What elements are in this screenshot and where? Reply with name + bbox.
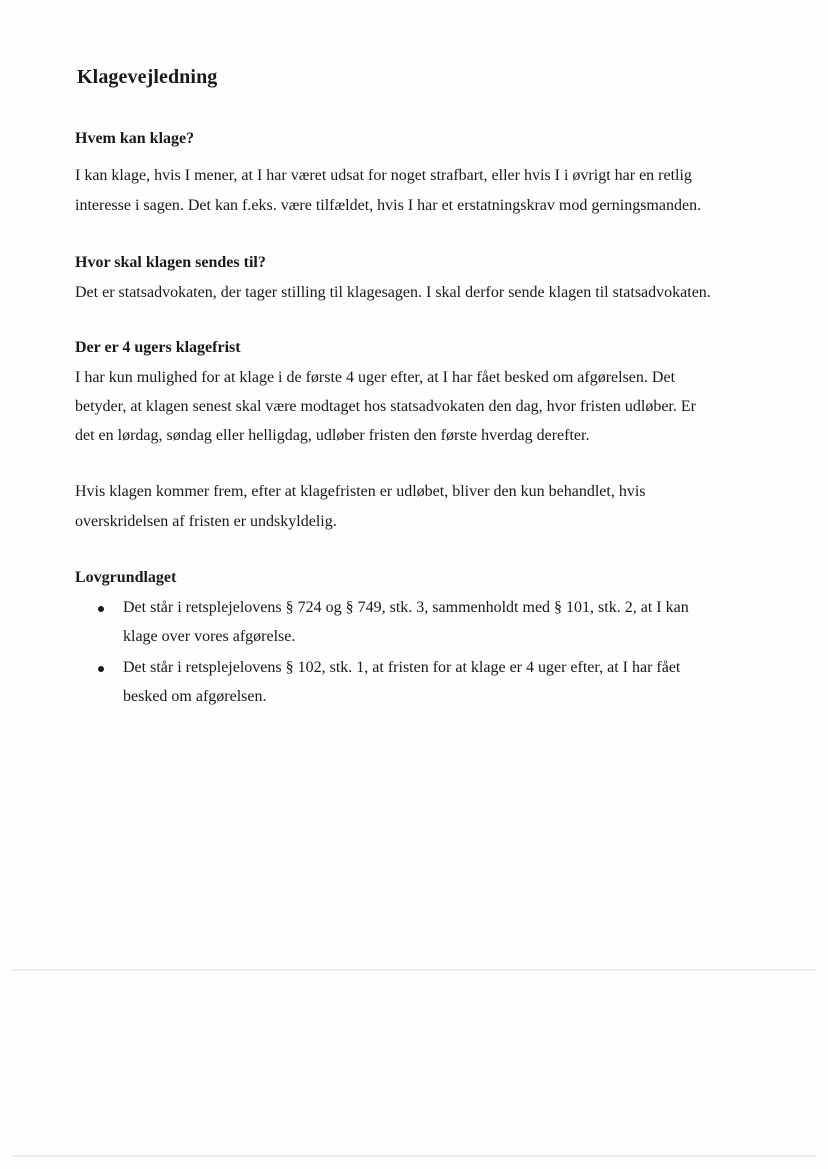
bullet-line: klage over vores afgørelse. [123, 628, 296, 645]
section-heading-klagefrist: Der er 4 ugers klagefrist [75, 339, 241, 356]
paragraph-line: det en lørdag, søndag eller helligdag, udløber fristen den første hverdag derefter. [75, 427, 590, 444]
document-title: Klagevejledning [77, 66, 218, 88]
paragraph-line: interesse i sagen. Det kan f.eks. være tilfældet, hvis I har et erstatningskrav mod gerningsmanden. [75, 197, 702, 214]
paragraph-line: I kan klage, hvis I mener, at I har været udsat for noget strafbart, eller hvis I i øvrigt har en retlig [75, 167, 692, 184]
paragraph-line: overskridelsen af fristen er undskyldelig. [75, 513, 337, 530]
bullet-marker [98, 666, 104, 672]
page-bottom-edge [12, 1155, 816, 1157]
paragraph-line: betyder, at klagen senest skal være modtaget hos statsadvokaten den dag, hvor fristen udløber. Er [75, 398, 696, 415]
bullet-line: besked om afgørelsen. [123, 688, 267, 705]
bullet-line: Det står i retsplejelovens § 724 og § 749, stk. 3, sammenholdt med § 101, stk. 2, at I kan [123, 599, 689, 616]
bullet-line: Det står i retsplejelovens § 102, stk. 1, at fristen for at klage er 4 uger efter, at I har fået [123, 659, 681, 676]
paragraph-line: Hvis klagen kommer frem, efter at klagefristen er udløbet, bliver den kun behandlet, hvis [75, 483, 646, 500]
paragraph-line: Det er statsadvokaten, der tager stilling til klagesagen. I skal derfor sende klagen til statsadvokaten. [75, 284, 711, 301]
section-heading-hvem-kan-klage: Hvem kan klage? [75, 130, 195, 147]
bullet-marker [98, 606, 104, 612]
paragraph-line: I har kun mulighed for at klage i de første 4 uger efter, at I har fået besked om afgørelsen. Det [75, 369, 676, 386]
section-heading-lovgrundlaget: Lovgrundlaget [75, 569, 177, 586]
page-fold-line [12, 969, 816, 971]
section-heading-hvor-skal-klagen-sendes: Hvor skal klagen sendes til? [75, 254, 266, 271]
